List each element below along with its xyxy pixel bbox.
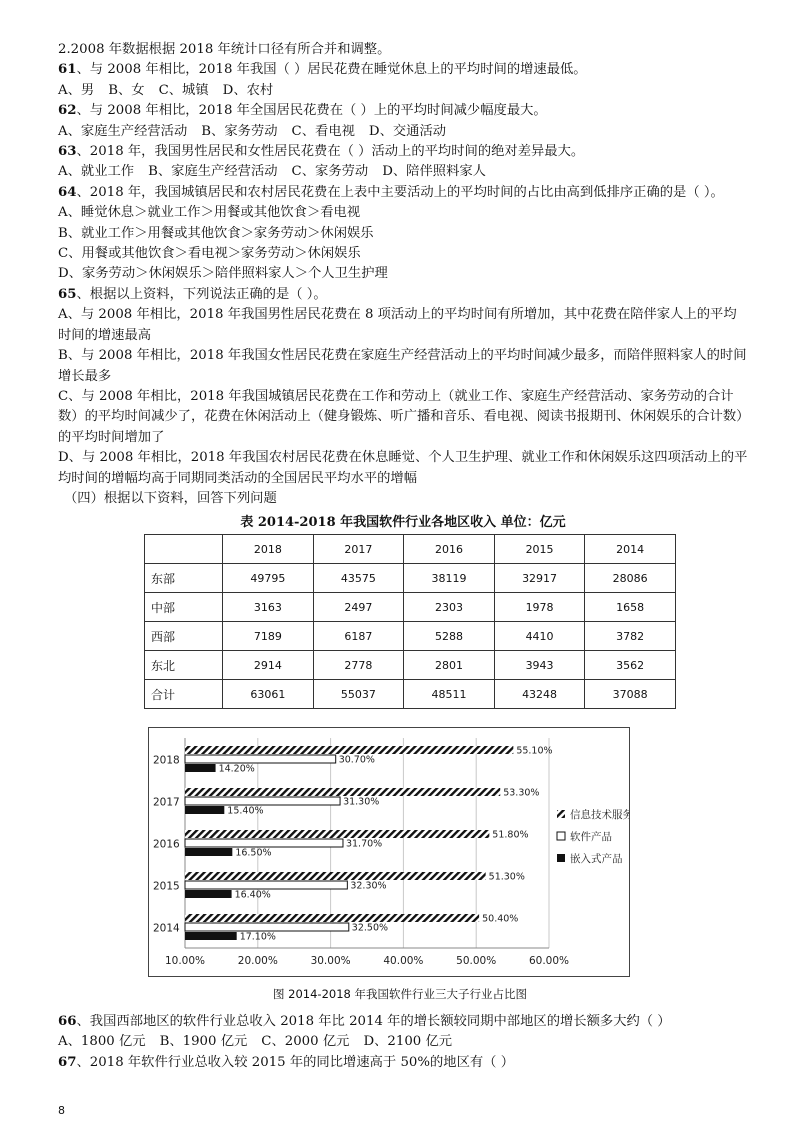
- question-text: 、与 2008 年相比，2018 年我国（ ）居民花费在睡觉休息上的平均时间的增速最低。: [76, 62, 587, 78]
- table-cell: 43248: [494, 680, 585, 709]
- table-cell: 5288: [404, 622, 495, 651]
- option-b: B、家务劳动: [201, 123, 278, 139]
- option-a: A、睡觉休息＞就业工作＞用餐或其他饮食＞看电视: [58, 205, 361, 221]
- data-label: 15.40%: [227, 805, 264, 817]
- data-label: 31.30%: [343, 796, 380, 808]
- table-cell: 2303: [404, 593, 495, 622]
- option-d: D、2100 亿元: [363, 1034, 453, 1050]
- question-text: 、与 2008 年相比，2018 年全国居民花费在（ ）上的平均时间减少幅度最大。: [76, 103, 547, 119]
- question-number: 62: [58, 103, 77, 119]
- table-cell: 4410: [494, 622, 585, 651]
- legend-label: 软件产品: [570, 831, 612, 843]
- option-c: C、用餐或其他饮食＞看电视＞家务劳动＞休闲娱乐: [58, 246, 361, 262]
- table-title: 表 2014-2018 年我国软件行业各地区收入 单位：亿元: [240, 515, 566, 531]
- page-number: 8: [58, 1104, 65, 1117]
- x-tick-label: 30.00%: [310, 955, 351, 967]
- data-label: 50.40%: [482, 913, 519, 925]
- question-text: 、2018 年，我国城镇居民和农村居民花费在上表中主要活动上的平均时间的占比由高到低排序正确的是（ ）。: [76, 184, 724, 200]
- table-cell: 43575: [313, 564, 404, 593]
- page-content: [58, 40, 748, 709]
- option-a: A、与 2008 年相比，2018 年我国男性居民花费在 8 项活动上的平均时间有所增加，其中花费在陪伴家人上的平均时间的增速最高: [58, 307, 737, 343]
- data-label: 31.70%: [345, 838, 383, 850]
- data-label: 14.20%: [218, 763, 255, 775]
- x-tick-label: 10.00%: [164, 955, 206, 967]
- table-cell: 32917: [494, 564, 585, 593]
- question-64: [58, 183, 748, 203]
- x-tick-label: 50.00%: [456, 955, 497, 967]
- table-cell: 2914: [223, 651, 314, 680]
- question-number: 64: [58, 184, 77, 200]
- row-label: 东部: [145, 564, 223, 593]
- table-cell: 55037: [313, 680, 404, 709]
- bar-embedded-products: [185, 848, 232, 856]
- year-header: 2015: [494, 535, 585, 564]
- table-cell: 2497: [313, 593, 404, 622]
- chart-frame: [148, 727, 630, 977]
- year-header: 2016: [404, 535, 495, 564]
- category-label: 2018: [153, 754, 180, 767]
- question-65: [58, 285, 748, 305]
- legend-swatch: [557, 810, 565, 818]
- table-row: [145, 564, 676, 593]
- chart-caption: 图 2014-2018 年我国软件行业三大子行业占比图: [273, 987, 527, 1001]
- legend-label: 嵌入式产品: [570, 853, 623, 865]
- option-b: B、女: [108, 82, 145, 98]
- data-label: 32.30%: [350, 880, 387, 892]
- option-b: B、与 2008 年相比，2018 年我国女性居民花费在家庭生产经营活动上的平均时间减少最多，而陪伴照料家人的时间增长最多: [58, 348, 747, 384]
- bar-software-products: [185, 797, 340, 805]
- option-a: A、家庭生产经营活动: [58, 123, 188, 139]
- question-number: 61: [58, 62, 77, 78]
- revenue-table: [144, 534, 676, 709]
- data-label: 32.50%: [351, 922, 389, 934]
- data-label: 53.30%: [503, 787, 540, 799]
- table-cell: 28086: [585, 564, 676, 593]
- question-text: 、我国西部地区的软件行业总收入 2018 年比 2014 年的增长额较同期中部地区的增长额多大约（ ）: [76, 1014, 671, 1029]
- subindustry-share-chart: [149, 728, 629, 976]
- table-row: [145, 593, 676, 622]
- option-c: C、2000 亿元: [261, 1034, 350, 1050]
- table-cell: 48511: [404, 680, 495, 709]
- legend-swatch: [557, 854, 565, 862]
- x-tick-label: 60.00%: [528, 955, 570, 967]
- question-text: 、2018 年，我国男性居民和女性居民花费在（ ）活动上的平均时间的绝对差异最大。: [76, 144, 585, 160]
- row-label: 东北: [145, 651, 223, 680]
- table-cell: 38119: [404, 564, 495, 593]
- data-label: 51.80%: [492, 829, 529, 841]
- question-text: 、根据以上资料，下列说法正确的是（ ）。: [76, 286, 327, 302]
- table-row: [145, 680, 676, 709]
- question-61: [58, 60, 748, 80]
- question-62-options: [58, 122, 748, 142]
- option-c: C、与 2008 年相比，2018 年我国城镇居民花费在工作和劳动上（就业工作、家庭生产经营活动、家务劳动的合计数）的平均时间减少了，花费在休闲活动上（健身锻炼、听广播和音乐、看电视、阅读书报期刊、休闲娱乐的合计数）的平均时间增加了: [58, 388, 743, 445]
- row-label: 合计: [145, 680, 223, 709]
- table-cell: 2778: [313, 651, 404, 680]
- bar-embedded-products: [185, 890, 232, 898]
- option-d: D、与 2008 年相比，2018 年我国农村居民花费在休息睡觉、个人卫生护理、就业工作和休闲娱乐这四项活动上的平均时间的增幅均高于同期同类活动的全国居民平均水平的增幅: [58, 450, 748, 486]
- note-line: 2.2008 年数据根据 2018 年统计口径有所合并和调整。: [58, 42, 391, 57]
- category-label: 2014: [153, 922, 180, 935]
- bar-it-services: [185, 914, 479, 922]
- bar-software-products: [185, 881, 347, 889]
- table-cell: 3163: [223, 593, 314, 622]
- section-heading: （四）根据以下资料，回答下列问题: [64, 490, 277, 506]
- table-cell: 3943: [494, 651, 585, 680]
- option-b: B、家庭生产经营活动: [148, 164, 278, 180]
- table-header-row: [145, 535, 676, 564]
- data-label: 30.70%: [338, 754, 375, 766]
- bar-it-services: [185, 872, 486, 880]
- question-63: [58, 142, 748, 162]
- question-number: 66: [58, 1014, 77, 1029]
- table-cell: 2801: [404, 651, 495, 680]
- question-number: 65: [58, 286, 77, 302]
- bar-embedded-products: [185, 932, 237, 940]
- option-d: D、陪伴照料家人: [382, 164, 486, 180]
- table-cell: 1658: [585, 593, 676, 622]
- year-header: 2018: [223, 535, 314, 564]
- data-label: 55.10%: [516, 745, 553, 757]
- bottom-questions: [58, 1012, 748, 1073]
- table-row: [145, 622, 676, 651]
- category-label: 2016: [153, 838, 180, 851]
- bar-embedded-products: [185, 806, 224, 814]
- bar-it-services: [185, 746, 513, 754]
- option-b: B、就业工作＞用餐或其他饮食＞家务劳动＞休闲娱乐: [58, 225, 374, 241]
- question-66: [58, 1012, 748, 1032]
- legend-swatch: [557, 832, 565, 840]
- table-cell: 37088: [585, 680, 676, 709]
- bar-software-products: [185, 839, 343, 847]
- table-cell: 3782: [585, 622, 676, 651]
- x-tick-label: 40.00%: [383, 955, 424, 967]
- table-cell: 63061: [223, 680, 314, 709]
- table-cell: 3562: [585, 651, 676, 680]
- table-cell: 1978: [494, 593, 585, 622]
- row-label: 西部: [145, 622, 223, 651]
- data-label: 16.40%: [234, 889, 271, 901]
- question-66-options: [58, 1032, 748, 1052]
- option-d: D、家务劳动＞休闲娱乐＞陪伴照料家人＞个人卫生护理: [58, 266, 388, 282]
- question-text: 、2018 年软件行业总收入较 2015 年的同比增速高于 50%的地区有（ ）: [76, 1054, 515, 1070]
- category-label: 2015: [153, 880, 180, 893]
- table-cell: 49795: [223, 564, 314, 593]
- option-c: C、城镇: [158, 82, 209, 98]
- data-label: 17.10%: [239, 931, 276, 943]
- table-row: [145, 651, 676, 680]
- data-label: 16.50%: [235, 847, 272, 859]
- bar-embedded-products: [185, 764, 216, 772]
- option-d: D、农村: [222, 82, 274, 98]
- option-d: D、交通活动: [368, 123, 447, 139]
- question-number: 63: [58, 144, 77, 160]
- option-a: A、就业工作: [58, 164, 135, 180]
- legend-label: 信息技术服务: [570, 809, 629, 821]
- row-label: 中部: [145, 593, 223, 622]
- x-tick-label: 20.00%: [237, 955, 278, 967]
- table-cell: 7189: [223, 622, 314, 651]
- option-c: C、家务劳动: [291, 164, 369, 180]
- bar-software-products: [185, 923, 349, 931]
- bar-software-products: [185, 755, 336, 763]
- question-62: [58, 101, 748, 121]
- category-label: 2017: [153, 796, 180, 809]
- table-cell: 6187: [313, 622, 404, 651]
- option-c: C、看电视: [291, 123, 355, 139]
- option-a: A、男: [58, 82, 95, 98]
- bar-it-services: [185, 788, 500, 796]
- question-61-options: [58, 81, 748, 101]
- question-number: 67: [58, 1054, 77, 1070]
- question-63-options: [58, 162, 748, 182]
- question-67: [58, 1053, 748, 1073]
- bar-it-services: [185, 830, 489, 838]
- year-header: 2017: [313, 535, 404, 564]
- corner-cell: [145, 535, 223, 564]
- option-b: B、1900 亿元: [159, 1034, 248, 1050]
- option-a: A、1800 亿元: [58, 1034, 146, 1050]
- year-header: 2014: [585, 535, 676, 564]
- data-label: 51.30%: [488, 871, 525, 883]
